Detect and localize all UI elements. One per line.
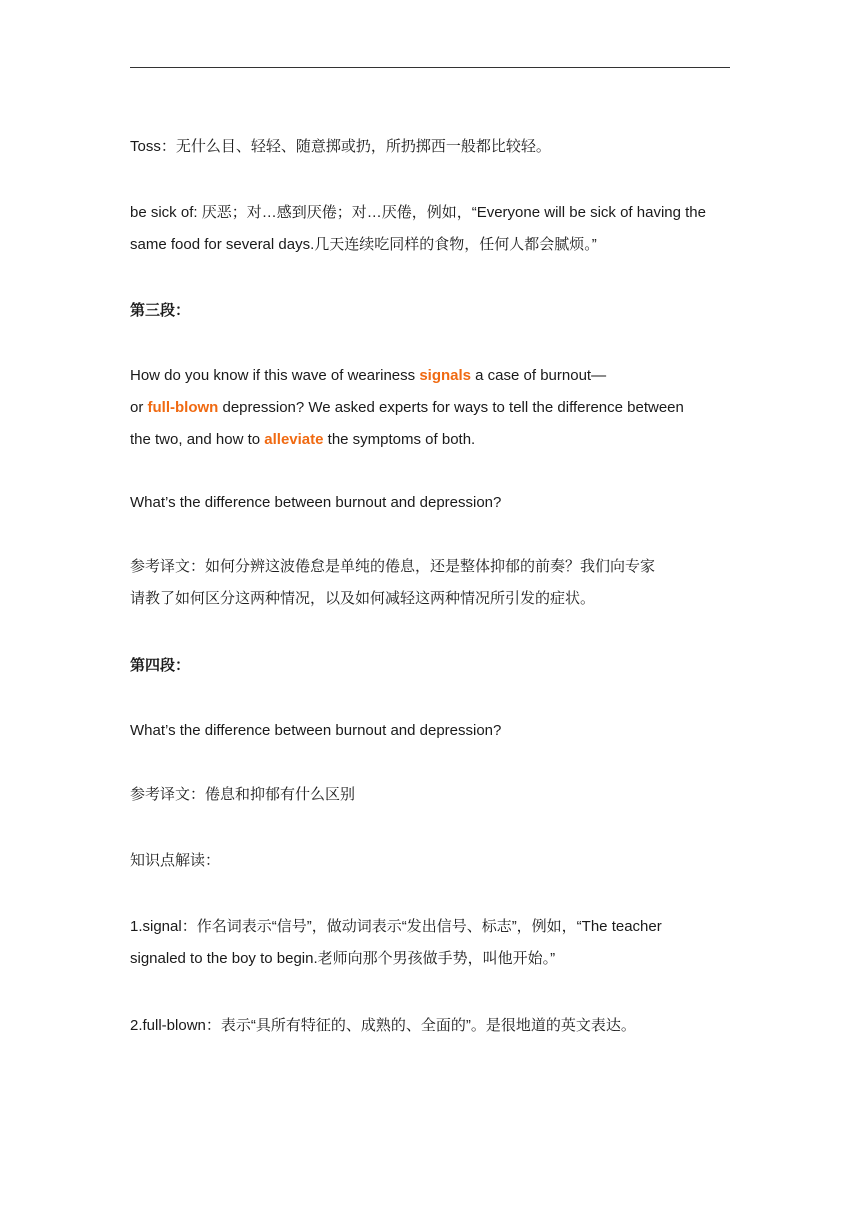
paragraph-3-line-2 (130, 392, 730, 424)
paragraph-3-text: depression? We asked experts for ways to tell the difference between (218, 399, 684, 416)
point-2: 2.full-blown：表示“具所有特征的、成熟的、全面的”。是很地道的英文表达。 (130, 1017, 636, 1034)
sick-of-line-1: be sick of: 厌恶；对…感到厌倦；对…厌倦，例如，“Everyone will be sick of having the (130, 204, 706, 221)
point-1-line-1: 1.signal：作名词表示“信号”，做动词表示“发出信号、标志”，例如，“The teacher (130, 918, 662, 935)
toss-definition: Toss：无什么目、轻轻、随意掷或扔，所扔掷西一般都比较轻。 (130, 138, 551, 155)
paragraph-3-text: or (130, 399, 148, 416)
section-heading-4: 第四段： (130, 657, 191, 674)
paragraph-3-text: the two, and how to (130, 431, 265, 448)
paragraph-3-text: the symptoms of both. (323, 431, 476, 448)
section-heading-3: 第三段： (130, 302, 191, 319)
header-rule (130, 67, 730, 68)
question-2: What’s the difference between burnout and depression? (130, 722, 502, 739)
keyword-signals: signals (419, 367, 471, 384)
keyword-full-blown: full-blown (147, 399, 219, 416)
keyword-alleviate: alleviate (264, 431, 324, 448)
translation-4: 参考译文：倦息和抑郁有什么区别 (130, 786, 356, 803)
paragraph-3-line-1 (130, 360, 730, 392)
sick-of-line-2: same food for several days.几天连续吃同样的食物，任何人都会腻烦。” (130, 236, 597, 253)
paragraph-3-line-3 (130, 424, 730, 456)
paragraph-3-text: How do you know if this wave of weariness (130, 367, 420, 384)
translation-3-line-2: 请教了如何区分这两种情况，以及如何减轻这两种情况所引发的症状。 (130, 590, 596, 607)
paragraph-3-text: a case of burnout— (471, 367, 607, 384)
knowledge-heading: 知识点解读： (130, 852, 221, 869)
translation-3-line-1: 参考译文：如何分辨这波倦怠是单纯的倦息，还是整体抑郁的前奏？我们向专家 (130, 558, 656, 575)
point-1-line-2: signaled to the boy to begin.老师向那个男孩做手势，叫他开始。” (130, 950, 556, 967)
question-1: What’s the difference between burnout and depression? (130, 494, 502, 511)
